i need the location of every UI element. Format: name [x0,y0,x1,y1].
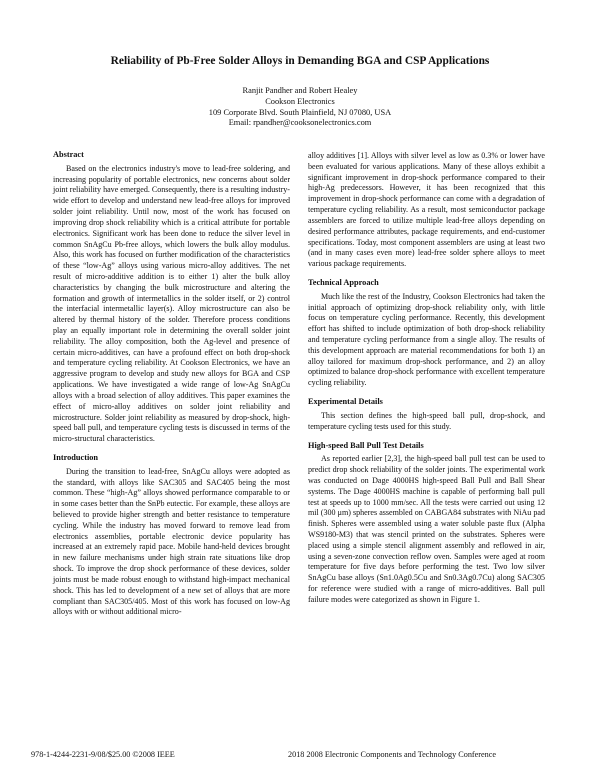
author-block [0,86,600,129]
paper-title: Reliability of Pb-Free Solder Alloys in Demanding BGA and CSP Applications [110,55,490,67]
introduction-continued-paragraph: alloy additives [1]. Alloys with silver level as low as 0.3% or lower have been evaluated for various applications. Many of these alloys exhibit a significant improvement in drop-shock performance compared to their high-Ag predecessors. However, it has been recognized that this improvement in drop-shock performance can come with a degradation of temperature cycling reliability. As a result, most semiconductor package assemblers are forced to utilize multiple lead-free alloys depending on desired performance attributes, package requirements, and end-customer specifications. Today, most component assemblers are using at least two (and in many cases even more) lead-free solder sphere alloys to meet various package requirements. [308,151,545,269]
technical-approach-paragraph: Much like the rest of the Industry, Cookson Electronics had taken the initial approach of optimizing drop-shock reliability only, with little focus on temperature cycling performance. Recently, this development effort has shifted to include optimization of both drop-shock reliability and temperature cycling performance from a single alloy. The results of this development approach are material recommendations for both 1) an alloy tailored for maximum drop-shock performance, and 2) an alloy optimized to balance drop-shock performance with excellent temperature cycling reliability. [308,291,545,388]
experimental-details-heading: Experimental Details [308,397,383,407]
author-names: Ranjit Pandher and Robert Healey [242,86,358,95]
footer-isbn: 978-1-4244-2231-9/08/$25.00 ©2008 IEEE [31,750,175,759]
introduction-paragraph: During the transition to lead-free, SnAgCu alloys were adopted as the standard, with alloys like SAC305 and SAC405 being the most common. These “high-Ag” alloys showed performance comparable to or in some cases better than the SnPb eutectic. For example, these alloys are believed to provide higher strength and better resistance to temperature cycling. While the industry has moved forward to remove lead from electronics assemblies, portable electronic device popularity has increased at an extremely rapid pace. Mobile hand-held devices brought in new failure mechanisms under high strain rate situations like drop shock. To improve the drop shock performance of these devices, solder joints must be made robust enough to withstand high-impact mechanical shock. This has led to development of a new set of alloys that are more compliant than SAC305/405. Most of this work has focused on low-Ag alloys with or without additional micro- [53,466,290,617]
author-address: 109 Corporate Blvd. South Plainfield, NJ 07080, USA [208,107,392,117]
ball-pull-paragraph: As reported earlier [2,3], the high-speed ball pull test can be used to predict drop shock reliability of the solder joints. The experimental work was conducted on Dage 4000HS high-speed Ball Pull and Ball Shear systems. The Dage 4000HS machine is capable of performing ball pull test at speeds up to 1000 mm/sec. All the tests were carried out using 12 mil (300 μm) spheres assembled on CABGA84 substrates with NiAu pad finish. Spheres were assembled using a water soluble paste flux (Alpha WS9180-M3) that was stencil printed on the substrates. Spheres were placed using a simple stencil alignment assembly and reflowed in air, using a seven-zone convection reflow oven. Samples were aged at room temperature for five days before performing the test. Two low silver SnAgCu base alloys (Sn1.0Ag0.5Cu and Sn0.3Ag0.7Cu) along SAC305 for reference were studied with a range of micro-additives. Ball pull failure modes were categorized as shown in Figure 1. [308,454,545,604]
right-column [308,151,545,606]
experimental-details-paragraph: This section defines the high-speed ball pull, drop-shock, and temperature cycling tests used for this study. [308,410,545,431]
technical-approach-heading: Technical Approach [308,277,379,287]
author-email: Email: rpandher@cooksonelectronics.com [228,118,372,128]
abstract-paragraph: Based on the electronics industry's move to lead-free soldering, and increasing popularity of portable electronics, new concerns about solder joint reliability have emerged. Consequently, there is a resulting industry-wide effort to develop and understand new lead-free alloys for improved solder joint reliability. Until now, most of the work has focused on improving drop shock reliability which is a critical attribute for portable electronics. Significant work has been done to reduce the silver level in common SnAgCu Pb-free alloys, which lowers the bulk alloy modulus. Also, this work has focused on further modification of the characteristics of these “low-Ag” alloys using various micro-alloy additives. The net result of micro-additive addition is to either 1) alter the bulk alloy characteristics by changing the bulk microstructure and altering the formation and growth of intermetallics in the solder itself, or 2) control the interfacial intermetallic layer(s). Alloy microstructure can also be altered by thermal history of the solder. Therefore process conditions play an equally important role in determining the overall solder joint reliability. The alloy composition, both the Ag-level and presence of certain micro-additives, can have a profound effect on both drop-shock and temperature cycling reliability. At Cookson Electronics, we have an aggressive program to develop and study new alloys for BGA and CSP applications. We have investigated a wide range of low-Ag SnAgCu alloys with a broad selection of alloy additives. This paper examines the effect of micro-alloy additives on solder joint reliability and microstructure. Solder joint reliability as measured by drop-shock, high-speed ball pull, and temperature cycling tests is discussed in terms of the micro-structural characteristics. [53,163,290,444]
ball-pull-heading: High-speed Ball Pull Test Details [308,440,424,450]
left-column [53,150,290,618]
footer-conference: 2018 2008 Electronic Components and Technology Conference [288,750,497,759]
author-affiliation: Cookson Electronics [265,96,335,106]
abstract-heading: Abstract [53,150,84,159]
introduction-heading: Introduction [53,452,99,462]
